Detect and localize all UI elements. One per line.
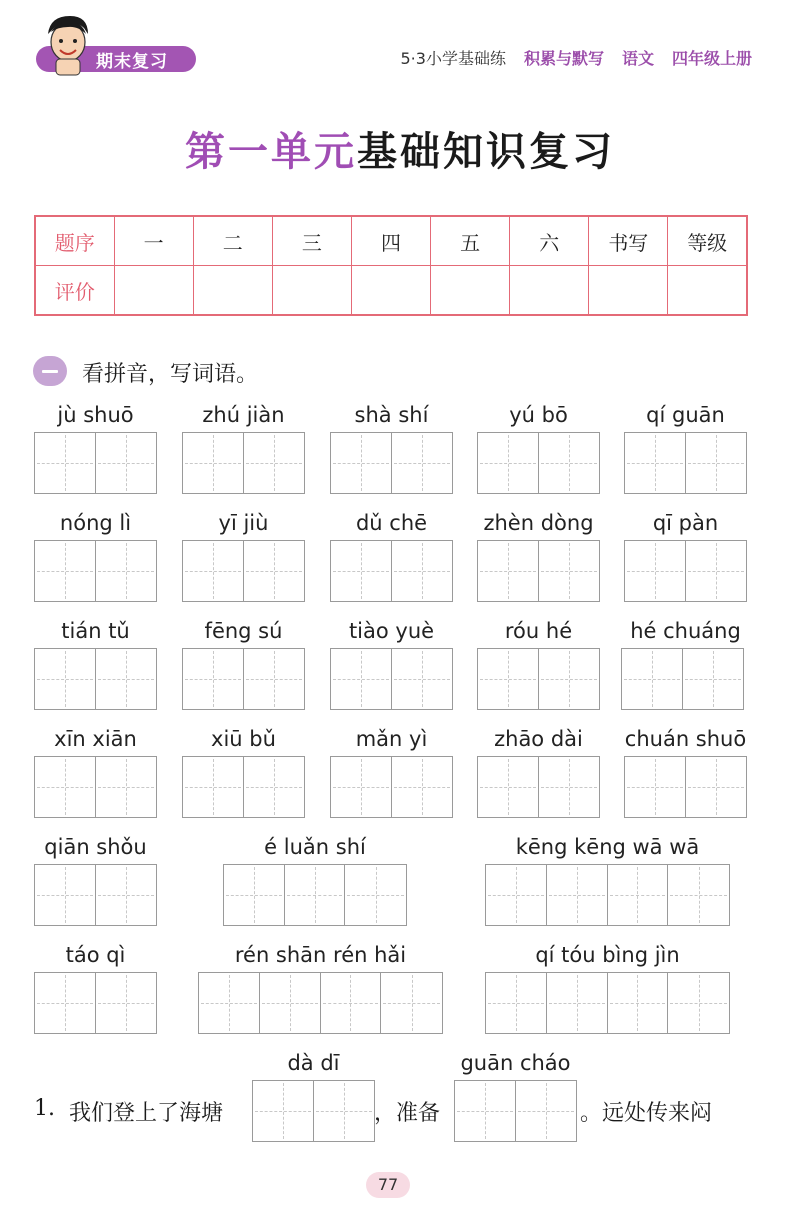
- pinyin-label: tiào yuè: [348, 619, 435, 643]
- score-eval-label: 评价: [35, 266, 114, 316]
- score-eval-cell[interactable]: [510, 266, 589, 316]
- score-header-cell: 一: [114, 216, 193, 266]
- score-header-cell: 六: [510, 216, 589, 266]
- header-book-info: [401, 46, 753, 69]
- writing-grid[interactable]: [34, 972, 157, 1034]
- writing-grid[interactable]: [182, 432, 305, 494]
- sentence-text: 。远处传来闷: [580, 1101, 713, 1126]
- pinyin-label: zhú jiàn: [202, 403, 285, 427]
- header-grade: 四年级上册: [671, 49, 752, 68]
- pinyin-label: qí guān: [646, 403, 725, 427]
- writing-grid[interactable]: [621, 648, 744, 710]
- pinyin-label: é luǎn shí: [264, 835, 366, 859]
- writing-grid[interactable]: [477, 540, 600, 602]
- pinyin-label: jù shuō: [57, 403, 134, 427]
- writing-grid[interactable]: [330, 432, 453, 494]
- writing-grid[interactable]: [34, 432, 157, 494]
- score-header-cell: 书写: [589, 216, 668, 266]
- score-eval-cell[interactable]: [589, 266, 668, 316]
- score-eval-row: [35, 266, 747, 316]
- sentence-text: 我们登上了海塘: [69, 1101, 224, 1126]
- header-subject: 语文: [621, 49, 654, 68]
- writing-grid[interactable]: [223, 864, 407, 926]
- score-header-cell: 等级: [668, 216, 747, 266]
- score-eval-cell[interactable]: [351, 266, 430, 316]
- writing-grid[interactable]: [477, 648, 600, 710]
- title-topic: 基础知识复习: [357, 129, 615, 175]
- pinyin-label: guān cháo: [460, 1051, 571, 1075]
- score-eval-cell[interactable]: [431, 266, 510, 316]
- pinyin-label: yī jiù: [218, 511, 269, 535]
- pinyin-label: hé chuáng: [630, 619, 741, 643]
- pinyin-label: yú bō: [509, 403, 568, 427]
- writing-grid[interactable]: [34, 648, 157, 710]
- writing-grid[interactable]: [624, 432, 747, 494]
- score-eval-cell[interactable]: [668, 266, 747, 316]
- section-number-badge: [33, 356, 67, 386]
- writing-grid[interactable]: [624, 756, 747, 818]
- pinyin-label: chuán shuō: [624, 727, 747, 751]
- score-header-cell: 四: [351, 216, 430, 266]
- writing-grid[interactable]: [252, 1080, 375, 1142]
- pinyin-label: zhèn dòng: [483, 511, 594, 535]
- score-header-cell: 题序: [35, 216, 114, 266]
- score-header-cell: 二: [193, 216, 272, 266]
- boy-mascot-icon: [38, 12, 98, 76]
- writing-grid[interactable]: [454, 1080, 577, 1142]
- pinyin-label: dǔ chē: [355, 511, 428, 535]
- page-number: 77: [366, 1172, 410, 1198]
- writing-grid[interactable]: [182, 540, 305, 602]
- section-instruction: 看拼音，写词语。: [82, 362, 259, 387]
- pinyin-label: zhāo dài: [494, 727, 583, 751]
- writing-grid[interactable]: [198, 972, 443, 1034]
- pinyin-label: xīn xiān: [54, 727, 137, 751]
- pinyin-label: dà dī: [287, 1051, 340, 1075]
- pinyin-label: shà shí: [354, 403, 429, 427]
- writing-grid[interactable]: [182, 756, 305, 818]
- title-unit: 第一单元: [185, 129, 357, 175]
- pinyin-label: rén shān rén hǎi: [234, 943, 407, 967]
- pinyin-label: mǎn yì: [355, 727, 428, 751]
- writing-grid[interactable]: [34, 864, 157, 926]
- score-eval-cell[interactable]: [114, 266, 193, 316]
- pinyin-label: táo qì: [65, 943, 126, 967]
- pinyin-label: fēng sú: [204, 619, 283, 643]
- pinyin-label: qī pàn: [652, 511, 719, 535]
- writing-grid[interactable]: [624, 540, 747, 602]
- score-table: [34, 215, 748, 316]
- score-header-row: [35, 216, 747, 266]
- header-series: 5·3小学基础练: [400, 49, 506, 68]
- pinyin-label: róu hé: [504, 619, 573, 643]
- sentence-number: 1.: [34, 1096, 55, 1121]
- sentence-text: ，准备: [374, 1101, 441, 1126]
- score-eval-cell[interactable]: [193, 266, 272, 316]
- writing-grid[interactable]: [485, 864, 730, 926]
- writing-grid[interactable]: [330, 756, 453, 818]
- writing-grid[interactable]: [477, 756, 600, 818]
- writing-grid[interactable]: [485, 972, 730, 1034]
- pinyin-label: nóng lì: [59, 511, 132, 535]
- score-header-cell: 三: [272, 216, 351, 266]
- header-book: 积累与默写: [523, 49, 604, 68]
- writing-grid[interactable]: [330, 540, 453, 602]
- writing-grid[interactable]: [34, 540, 157, 602]
- writing-grid[interactable]: [34, 756, 157, 818]
- score-header-cell: 五: [431, 216, 510, 266]
- pinyin-label: tián tǔ: [61, 619, 130, 643]
- page-title: [0, 120, 800, 177]
- score-eval-cell[interactable]: [272, 266, 351, 316]
- pinyin-label: kēng kēng wā wā: [515, 835, 700, 859]
- pinyin-label: qiān shǒu: [44, 835, 147, 859]
- header-badge-label: 期末复习: [96, 52, 168, 72]
- writing-grid[interactable]: [477, 432, 600, 494]
- pinyin-label: qí tóu bìng jìn: [535, 943, 680, 967]
- pinyin-label: xiū bǔ: [211, 727, 276, 751]
- writing-grid[interactable]: [330, 648, 453, 710]
- writing-grid[interactable]: [182, 648, 305, 710]
